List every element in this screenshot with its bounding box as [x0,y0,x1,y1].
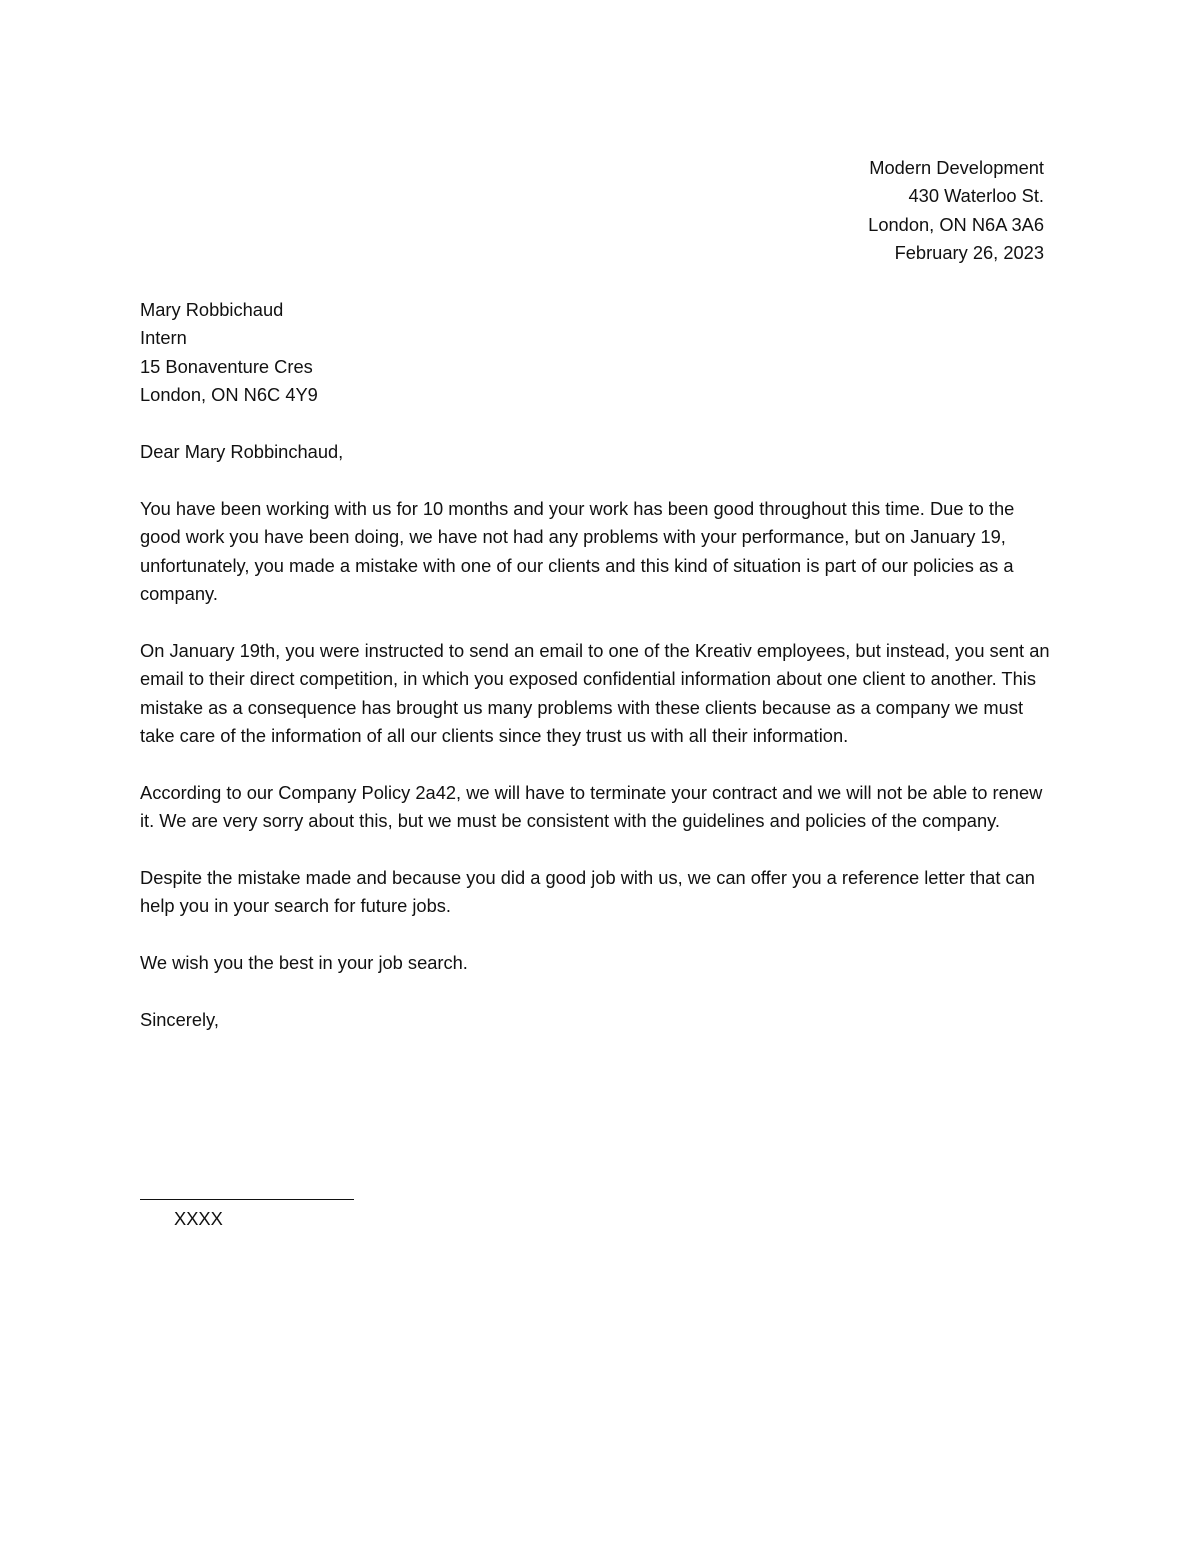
sender-city: London, ON N6A 3A6 [868,213,1044,235]
salutation: Dear Mary Robbinchaud, [140,441,344,463]
paragraph-well-wishes: We wish you the best in your job search. [140,952,468,974]
paragraph-termination: According to our Company Policy 2a42, we will have to terminate your contract and we will not be able to renew it. We are very sorry about this, but we must be consistent with the guidelines and policies of the company. [140,781,1043,832]
recipient-street: 15 Bonaventure Cres [140,355,313,377]
sender-street: 430 Waterloo St. [908,185,1044,207]
signature-block [140,1199,400,1230]
sender-company: Modern Development [869,157,1044,178]
recipient-city: London, ON N6C 4Y9 [140,384,318,406]
letter-body [140,154,1050,1034]
recipient-address-block [140,296,1050,410]
recipient-title: Intern [140,327,187,349]
signature-line [140,1199,354,1200]
paragraph-performance: You have been working with us for 10 months and your work has been good throughout this time. Due to the good work you have been doing, we have not had any problems with your performance, but on January 19, unfortunately, you made a mistake with one of our clients and this kind of situation is part of our policies as a company. [140,497,1015,605]
paragraph-reference-offer: Despite the mistake made and because you did a good job with us, we can offer you a reference letter that can help you in your search for future jobs. [140,867,1035,917]
closing: Sincerely, [140,1009,219,1031]
signature-name: XXXX [174,1208,223,1229]
paragraph-incident: On January 19th, you were instructed to send an email to one of the Kreativ employees, but instead, you sent an email to their direct competition, in which you exposed confidential information about one client to another. This mistake as a consequence has brought us many problems with these clients because as a company we must take care of the information of all our clients since they trust us with all their information. [140,639,1050,747]
letter-date: February 26, 2023 [894,242,1044,264]
recipient-name: Mary Robbichaud [140,299,284,321]
sender-address-block [140,154,1050,268]
